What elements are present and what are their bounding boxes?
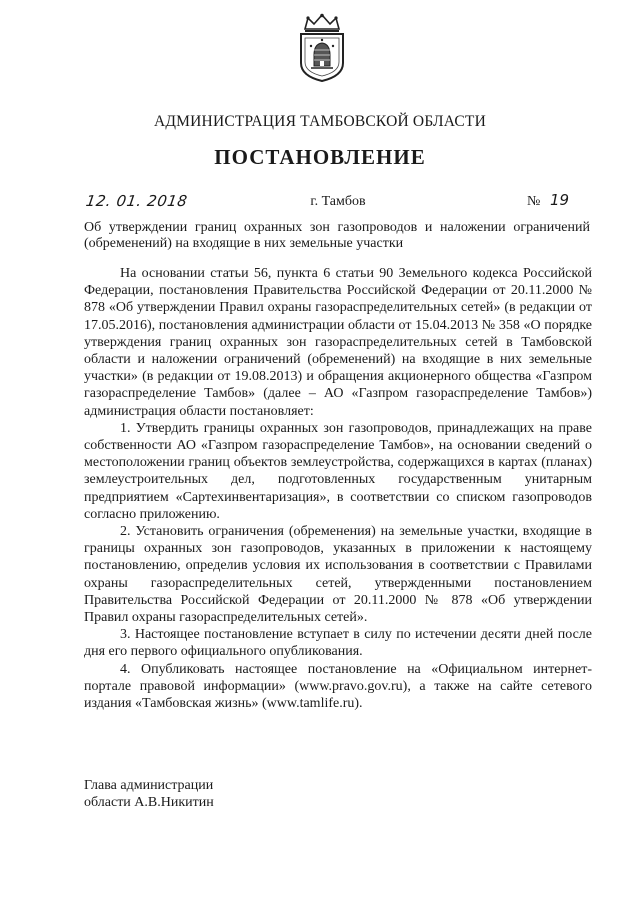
document-subject: Об утверждении границ охранных зон газопроводов и наложении ограничений (обременений) на входящие в них земельные участки [84, 220, 590, 251]
document-city: г. Тамбов [310, 194, 366, 209]
clause-4: 4. Опубликовать настоящее постановление на «Официальном интернет-портале правовой информации» (www.pravo.gov.ru), а также на сайте сетевого издания «Тамбовская жизнь» (www.tamlife.ru). [84, 661, 592, 712]
document-number-label: № [527, 194, 541, 209]
clause-1: 1. Утвердить границы охранных зон газопроводов, принадлежащих на праве собственности АО «Газпром газораспределение Тамбов», на основании сведений о местоположении границ объектов землеустройства, содержащихся в картах (планах) землеустроительных дел, подготовленных государственным унитарным предприятием «Сартехинвентаризация», в соответствии со списком газопроводов согласно приложению. [84, 420, 592, 522]
signature-block [84, 777, 214, 811]
signature-name: области А.В.Никитин [84, 795, 214, 810]
clause-3: 3. Настоящее постановление вступает в силу по истечении десяти дней после дня его первого официального опубликования. [84, 627, 592, 660]
clause-2: 2. Установить ограничения (обременения) на земельные участки, входящие в границы охранных зон газопроводов, указанных в приложении к настоящему постановлению, определив условия их использования в соответствии с Правилами охраны газораспределительных сетей, утвержденными постановлением Правительства Российской Федерации от 20.11.2000 № 878 «Об утверждении Правил охраны газораспределительных сетей». [84, 524, 592, 626]
document-type: ПОСТАНОВЛЕНИЕ [214, 145, 426, 169]
document-date: 12. 01. 2018 [84, 192, 189, 210]
coat-of-arms-emblem [297, 13, 347, 83]
document-body [84, 265, 592, 712]
organization-title: АДМИНИСТРАЦИЯ ТАМБОВСКОЙ ОБЛАСТИ [154, 113, 486, 130]
document-number: 19 [550, 191, 570, 209]
signature-title: Глава администрации [84, 778, 214, 793]
document-meta [84, 191, 592, 216]
preamble-paragraph: На основании статьи 56, пункта 6 статьи 90 Земельного кодекса Российской Федерации, постановления Правительства Российской Федерации от 20.11.2000 № 878 «Об утверждении Правил охраны газораспределительных сетей» (в редакции от 17.05.2016), постановления администрации области от 15.04.2013 № 358 «О порядке утверждения границ охранных зон газораспределительных сетей в Тамбовской области и наложении ограничений (обременений) на входящие в них земельные участки» (в редакции от 19.08.2013) и обращения акционерного общества «Газпром газораспределение Тамбов» (далее – АО «Газпром газораспределение Тамбов») администрация области постановляет: [84, 266, 592, 419]
